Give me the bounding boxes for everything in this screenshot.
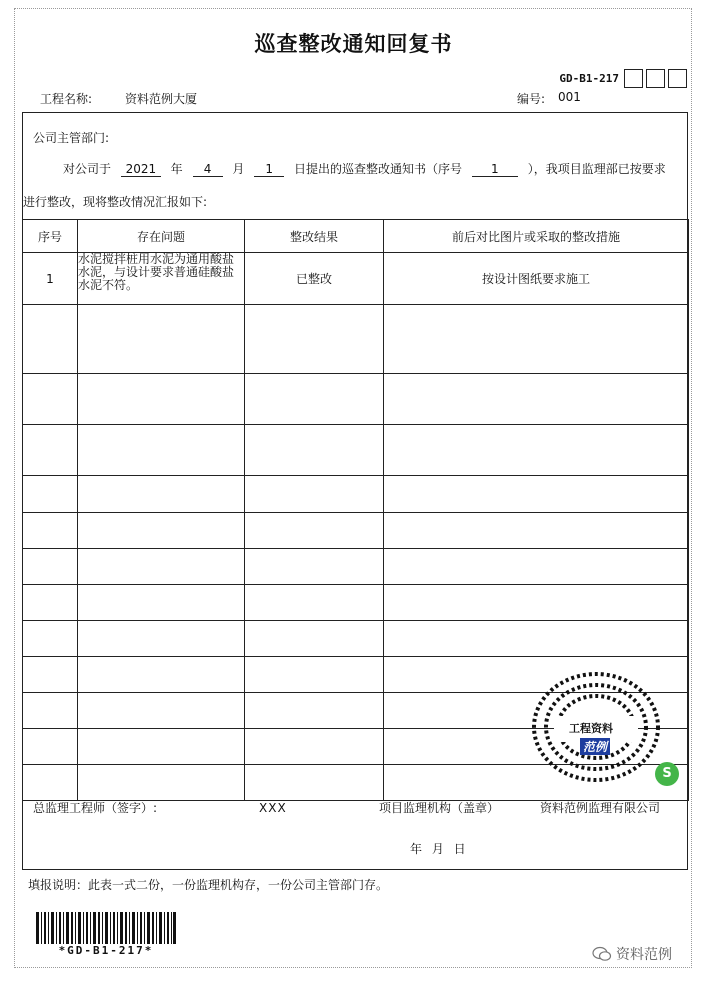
month-field[interactable]: 4	[193, 162, 223, 177]
cell-issue[interactable]	[78, 476, 245, 513]
cell-seq[interactable]	[23, 305, 78, 374]
cell-issue[interactable]	[78, 621, 245, 657]
cell-measure[interactable]	[384, 513, 689, 549]
intro-sentence	[63, 160, 666, 177]
cell-result[interactable]	[245, 693, 384, 729]
cell-result[interactable]: 已整改	[245, 253, 384, 305]
page-title: 巡查整改通知回复书	[254, 32, 453, 56]
cell-measure[interactable]	[384, 425, 689, 476]
cell-issue[interactable]	[78, 729, 245, 765]
chief-engineer-label: 总监理工程师（签字）:	[33, 801, 158, 815]
cell-seq[interactable]	[23, 374, 78, 425]
intro-prefix: 对公司于	[63, 162, 112, 176]
chief-engineer-signature[interactable]: XXX	[259, 801, 287, 815]
year-unit: 年	[170, 162, 183, 176]
cell-issue[interactable]	[78, 585, 245, 621]
cell-seq[interactable]: 1	[23, 253, 78, 305]
day-field[interactable]: 1	[254, 162, 284, 177]
cell-measure[interactable]	[384, 476, 689, 513]
cell-seq[interactable]	[23, 513, 78, 549]
notice-seq-field[interactable]: 1	[472, 162, 518, 177]
cell-measure[interactable]	[384, 621, 689, 657]
cell-issue[interactable]	[78, 765, 245, 801]
table-header-row	[23, 220, 689, 253]
code-box-2[interactable]	[646, 69, 665, 88]
table-row	[23, 374, 689, 425]
wechat-mini-program-icon: S	[655, 762, 679, 786]
cell-seq[interactable]	[23, 476, 78, 513]
cell-result[interactable]	[245, 549, 384, 585]
cell-measure[interactable]	[384, 305, 689, 374]
watermark-text: 资料范例	[616, 947, 672, 963]
barcode-icon	[36, 912, 176, 944]
cell-seq[interactable]	[23, 693, 78, 729]
cell-measure[interactable]	[384, 585, 689, 621]
cell-result[interactable]	[245, 621, 384, 657]
cell-issue[interactable]: 水泥搅拌桩用水泥为通用酸盐水泥，与设计要求普通硅酸盐水泥不符。	[78, 253, 245, 305]
cell-measure[interactable]: 按设计图纸要求施工	[384, 253, 689, 305]
cell-seq[interactable]	[23, 657, 78, 693]
cell-issue[interactable]	[78, 693, 245, 729]
cell-result[interactable]	[245, 585, 384, 621]
table-row	[23, 513, 689, 549]
cell-seq[interactable]	[23, 549, 78, 585]
cell-seq[interactable]	[23, 621, 78, 657]
supervision-org-value[interactable]: 资料范例监理有限公司	[540, 801, 661, 815]
code-box-1[interactable]	[624, 69, 643, 88]
cell-result[interactable]	[245, 476, 384, 513]
barcode-text: *GD-B1-217*	[58, 944, 154, 957]
cell-measure[interactable]	[384, 549, 689, 585]
cell-seq[interactable]	[23, 765, 78, 801]
cell-issue[interactable]	[78, 657, 245, 693]
supervision-org-label: 项目监理机构（盖章）	[379, 801, 500, 815]
form-code-row	[559, 69, 687, 88]
cell-result[interactable]	[245, 305, 384, 374]
header-measure: 前后对比图片或采取的整改措施	[384, 220, 689, 253]
table-row	[23, 425, 689, 476]
intro-mid: 日提出的巡查整改通知书（序号	[294, 162, 463, 176]
number-value[interactable]: 001	[558, 90, 581, 104]
footer-note: 填报说明：此表一式二份，一份监理机构存，一份公司主管部门存。	[28, 878, 389, 892]
cell-issue[interactable]	[78, 305, 245, 374]
cell-issue[interactable]	[78, 425, 245, 476]
cell-seq[interactable]	[23, 585, 78, 621]
header-issue: 存在问题	[78, 220, 245, 253]
table-row	[23, 621, 689, 657]
project-name-label: 工程名称:	[40, 92, 93, 106]
header-seq: 序号	[23, 220, 78, 253]
table-row	[23, 476, 689, 513]
qr-label-bottom: 范例	[580, 738, 610, 755]
cell-result[interactable]	[245, 374, 384, 425]
year-field[interactable]: 2021	[121, 162, 161, 177]
form-code: GD-B1-217	[559, 72, 619, 85]
cell-result[interactable]	[245, 765, 384, 801]
table-row	[23, 585, 689, 621]
intro-suffix: ），我项目监理部已按要求	[527, 162, 666, 176]
watermark	[592, 944, 672, 964]
intro-line-2: 进行整改，现将整改情况汇报如下:	[23, 195, 208, 209]
cell-result[interactable]	[245, 513, 384, 549]
cell-issue[interactable]	[78, 549, 245, 585]
table-row	[23, 253, 689, 305]
cell-measure[interactable]	[384, 374, 689, 425]
header-result: 整改结果	[245, 220, 384, 253]
department-line: 公司主管部门:	[33, 131, 110, 145]
qr-label-top: 工程资料	[569, 722, 613, 735]
cell-result[interactable]	[245, 729, 384, 765]
table-row	[23, 305, 689, 374]
month-unit: 月	[232, 162, 245, 176]
cell-seq[interactable]	[23, 425, 78, 476]
code-box-3[interactable]	[668, 69, 687, 88]
sign-date[interactable]: 年 月 日	[410, 842, 466, 856]
cell-result[interactable]	[245, 657, 384, 693]
cell-seq[interactable]	[23, 729, 78, 765]
number-label: 编号:	[517, 92, 546, 106]
cell-issue[interactable]	[78, 374, 245, 425]
project-name-value[interactable]: 资料范例大厦	[125, 92, 198, 106]
cell-issue[interactable]	[78, 513, 245, 549]
wechat-logo-icon	[592, 946, 612, 962]
cell-result[interactable]	[245, 425, 384, 476]
table-row	[23, 549, 689, 585]
